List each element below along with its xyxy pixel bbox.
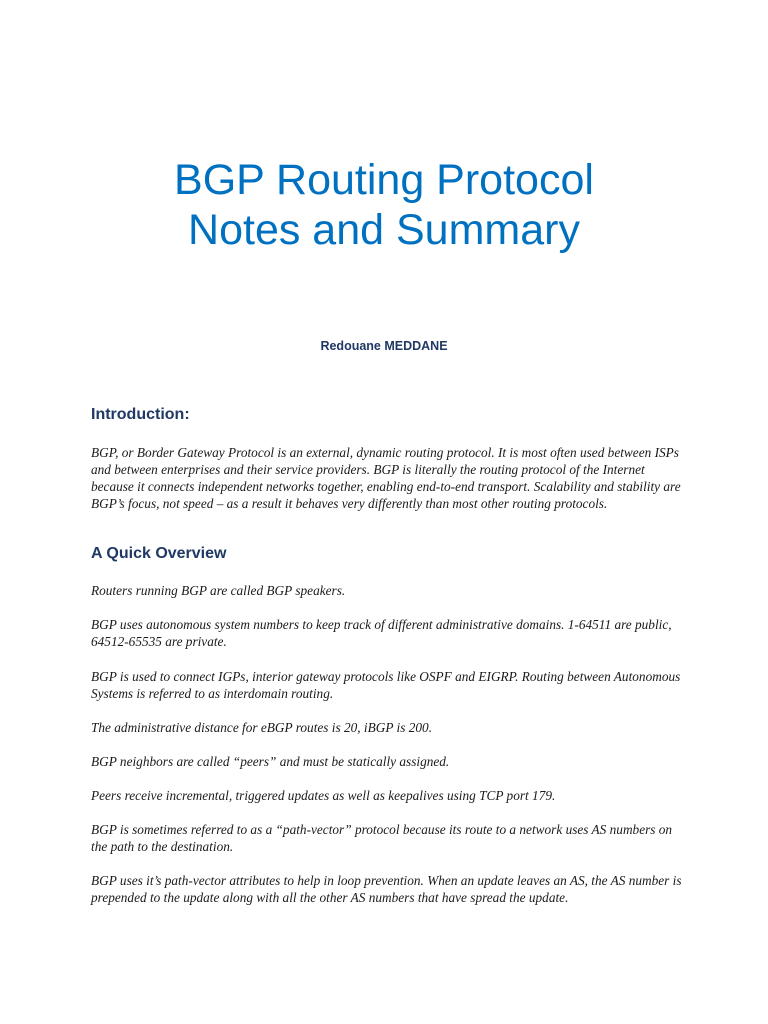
overview-paragraph-1: Routers running BGP are called BGP speakers. — [91, 583, 346, 598]
overview-paragraph-2: BGP uses autonomous system numbers to keep track of different administrative domains. 1-64511 are public, 64512-65535 are private. — [91, 617, 672, 649]
intro-paragraph: BGP, or Border Gateway Protocol is an external, dynamic routing protocol. It is most often used between ISPs and between enterprises and their service providers. BGP is literally the routing protocol of the Internet because it connects independent networks together, enabling end-to-end transport. Scalability and stability are BGP’s focus, not speed – as a result it behaves very differently than most other routing protocols. — [91, 445, 681, 511]
author-name: Redouane MEDDANE — [320, 339, 448, 353]
document-title-line-2: Notes and Summary — [188, 206, 580, 254]
overview-paragraph-7: BGP is sometimes referred to as a “path-vector” protocol because its route to a network uses AS numbers on the path to the destination. — [91, 822, 673, 854]
section-heading-introduction: Introduction: — [91, 406, 190, 423]
overview-paragraph-6: Peers receive incremental, triggered updates as well as keepalives using TCP port 179. — [91, 788, 556, 803]
overview-paragraph-5: BGP neighbors are called “peers” and must be statically assigned. — [91, 754, 450, 769]
overview-paragraph-8: BGP uses it’s path-vector attributes to help in loop prevention. When an update leaves an AS, the AS number is prepended to the update along with all the other AS numbers that have spread the update. — [91, 873, 682, 905]
section-heading-overview: A Quick Overview — [91, 545, 227, 562]
overview-paragraph-4: The administrative distance for eBGP routes is 20, iBGP is 200. — [91, 720, 433, 735]
overview-paragraph-3: BGP is used to connect IGPs, interior gateway protocols like OSPF and EIGRP. Routing between Autonomous Systems is referred to as interdomain routing. — [91, 669, 681, 701]
document-title-line-1: BGP Routing Protocol — [174, 156, 594, 204]
